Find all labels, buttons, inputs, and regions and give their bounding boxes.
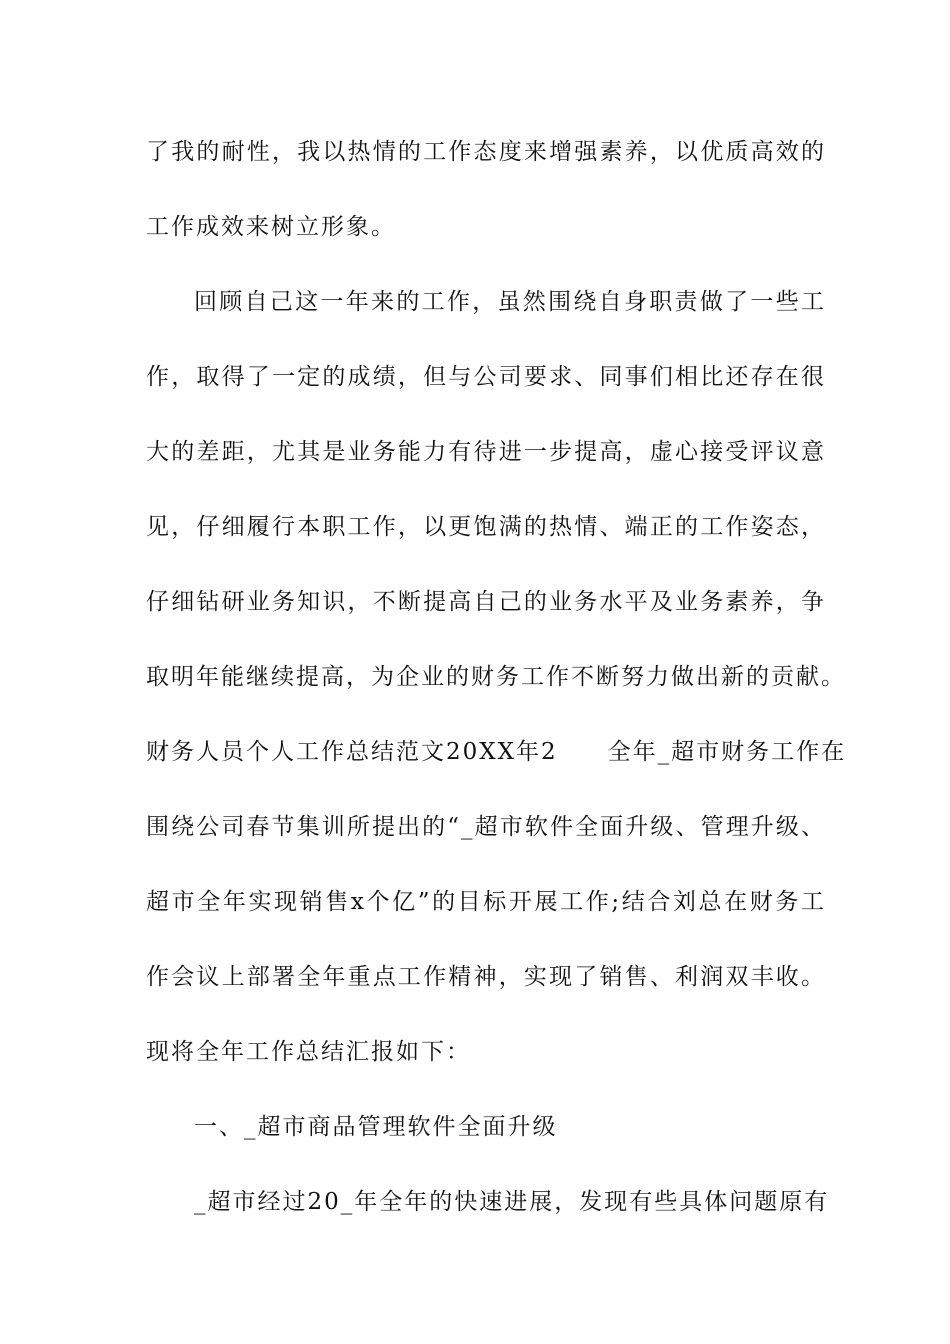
- body-text-line: 见，仔细履行本职工作，以更饱满的热情、端正的工作姿态，: [146, 514, 826, 540]
- body-text-line: 超市全年实现销售x个亿”的目标开展工作;结合刘总在财务工: [146, 889, 826, 915]
- paragraph-first-line: 回顾自己这一年来的工作，虽然围绕自身职责做了一些工: [194, 289, 826, 315]
- body-text-line: 作会议上部署全年重点工作精神，实现了销售、利润双丰收。: [146, 964, 826, 990]
- body-text-line: 围绕公司春节集训所提出的“_超市软件全面升级、管理升级、: [146, 814, 826, 840]
- section-title-line: 财务人员个人工作总结范文20XX年2 全年_超市财务工作在: [146, 739, 847, 765]
- body-text-line: 工作成效来树立形象。: [146, 214, 396, 240]
- section-heading: 一、_超市商品管理软件全面升级: [194, 1114, 558, 1140]
- body-text-line: 了我的耐性，我以热情的工作态度来增强素养，以优质高效的: [146, 139, 826, 165]
- body-text-line: 作，取得了一定的成绩，但与公司要求、同事们相比还存在很: [146, 364, 826, 390]
- body-text-line: 仔细钻研业务知识，不断提高自己的业务水平及业务素养，争: [146, 589, 826, 615]
- body-text-line: 现将全年工作总结汇报如下：: [146, 1039, 471, 1065]
- body-text-line: 大的差距，尤其是业务能力有待进一步提高，虚心接受评议意: [146, 439, 826, 465]
- body-text-line: 取明年能继续提高，为企业的财务工作不断努力做出新的贡献。: [146, 664, 846, 690]
- paragraph-first-line: _超市经过20_年全年的快速进展，发现有些具体问题原有: [194, 1189, 830, 1215]
